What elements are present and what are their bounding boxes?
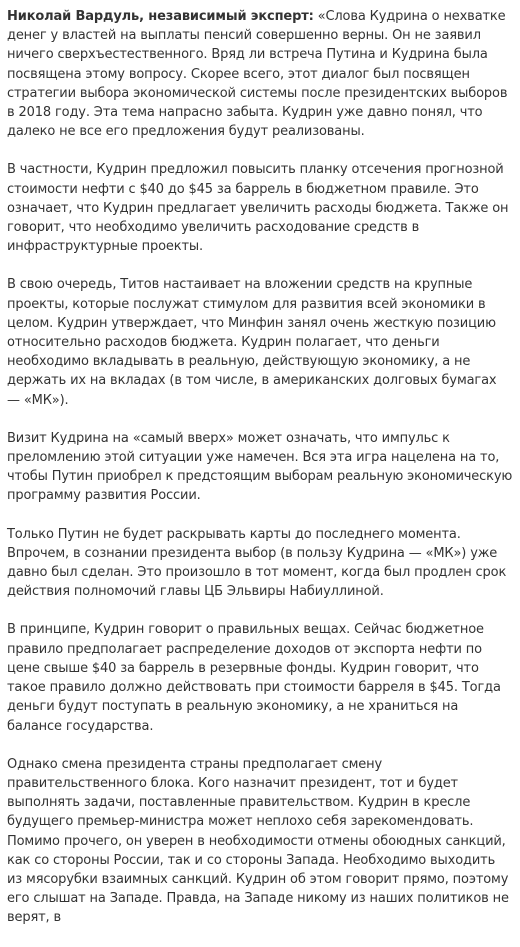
- lead-paragraph: [7, 7, 513, 141]
- paragraph-right-things: В принципе, Кудрин говорит о правильных вещах. Сейчас бюджетное правило предполагает распределение доходов от экспорта нефти по цене свыше $40 за баррель в резервные фонды. Кудрин говорит, что такое правило должно действовать при стоимости барреля в $45. Тогда деньги будут поступать в реальную экономику, а не храниться на балансе государства.: [7, 622, 501, 734]
- article-body: [7, 7, 513, 947]
- paragraph-budget-rule: В частности, Кудрин предложил повысить планку отсечения прогнозной стоимости нефти с $40 до $45 за баррель в бюджетном правиле. Это означает, что Кудрин предлагает увеличить расходы бюджета. Также он говорит, что необходимо увеличить расходование средств в инфраструктурные проекты.: [7, 162, 509, 255]
- paragraph-kudrin-visit: Визит Кудрина на «самый вверх» может означать, что импульс к преломлению этой ситуации уже намечен. Вся эта игра нацелена на то, чтобы Путин приобрел к предстоящим выборам реальную экономическую программу развития России.: [7, 430, 513, 504]
- paragraph-titov-position: В свою очередь, Титов настаивает на вложении средств на крупные проекты, которые послужат стимулом для развития всей экономики в целом. Кудрин утверждает, что Минфин занял очень жесткую позицию относительно расходов бюджета. Кудрин полагает, что деньги необходимо вкладывать в реальную, действующую экономику, а не держать их на вкладах (в том числе, в американских долговых бумагах — «МК»).: [7, 277, 497, 408]
- paragraph-government-change: Однако смена президента страны предполагает смену правительственного блока. Кого назначит президент, тот и будет выполнять задачи, поставленные правительством. Кудрин в кресле будущего премьер-министра может неплохо себя зарекомендовать. Помимо прочего, он уверен в необходимости отмены обоюдных санкций, как со стороны России, так и со стороны Запада. Необходимо выходить из мясорубки взаимных санкций. Кудрин об этом говорит прямо, поэтому его слышат на Западе. Правда, на Западе никому из наших политиков не верят, в: [7, 756, 509, 926]
- lead-quote-text: «Слова Кудрина о нехватке денег у властей на выплаты пенсий совершенно верны. Он не заявил ничего сверхъестественного. Вряд ли встреча Путина и Кудрина была посвящена этому вопросу. Скорее всего, этот диалог был посвящен стратегии выбора экономической системы после президентских выборов в 2018 году. Эта тема напрасно забыта. Кудрин уже давно понял, что далеко не все его предложения будут реализованы.: [7, 9, 508, 140]
- paragraph-putin-choice: Только Путин не будет раскрывать карты до последнего момента. Впрочем, в сознании президента выбор (в пользу Кудрина — «МК») уже давно был сделан. Это произошло в тот момент, когда был продлен срок действия полномочий главы ЦБ Эльвиры Набиуллиной.: [7, 526, 507, 600]
- speaker-name: Николай Вардуль, независимый эксперт:: [7, 9, 314, 24]
